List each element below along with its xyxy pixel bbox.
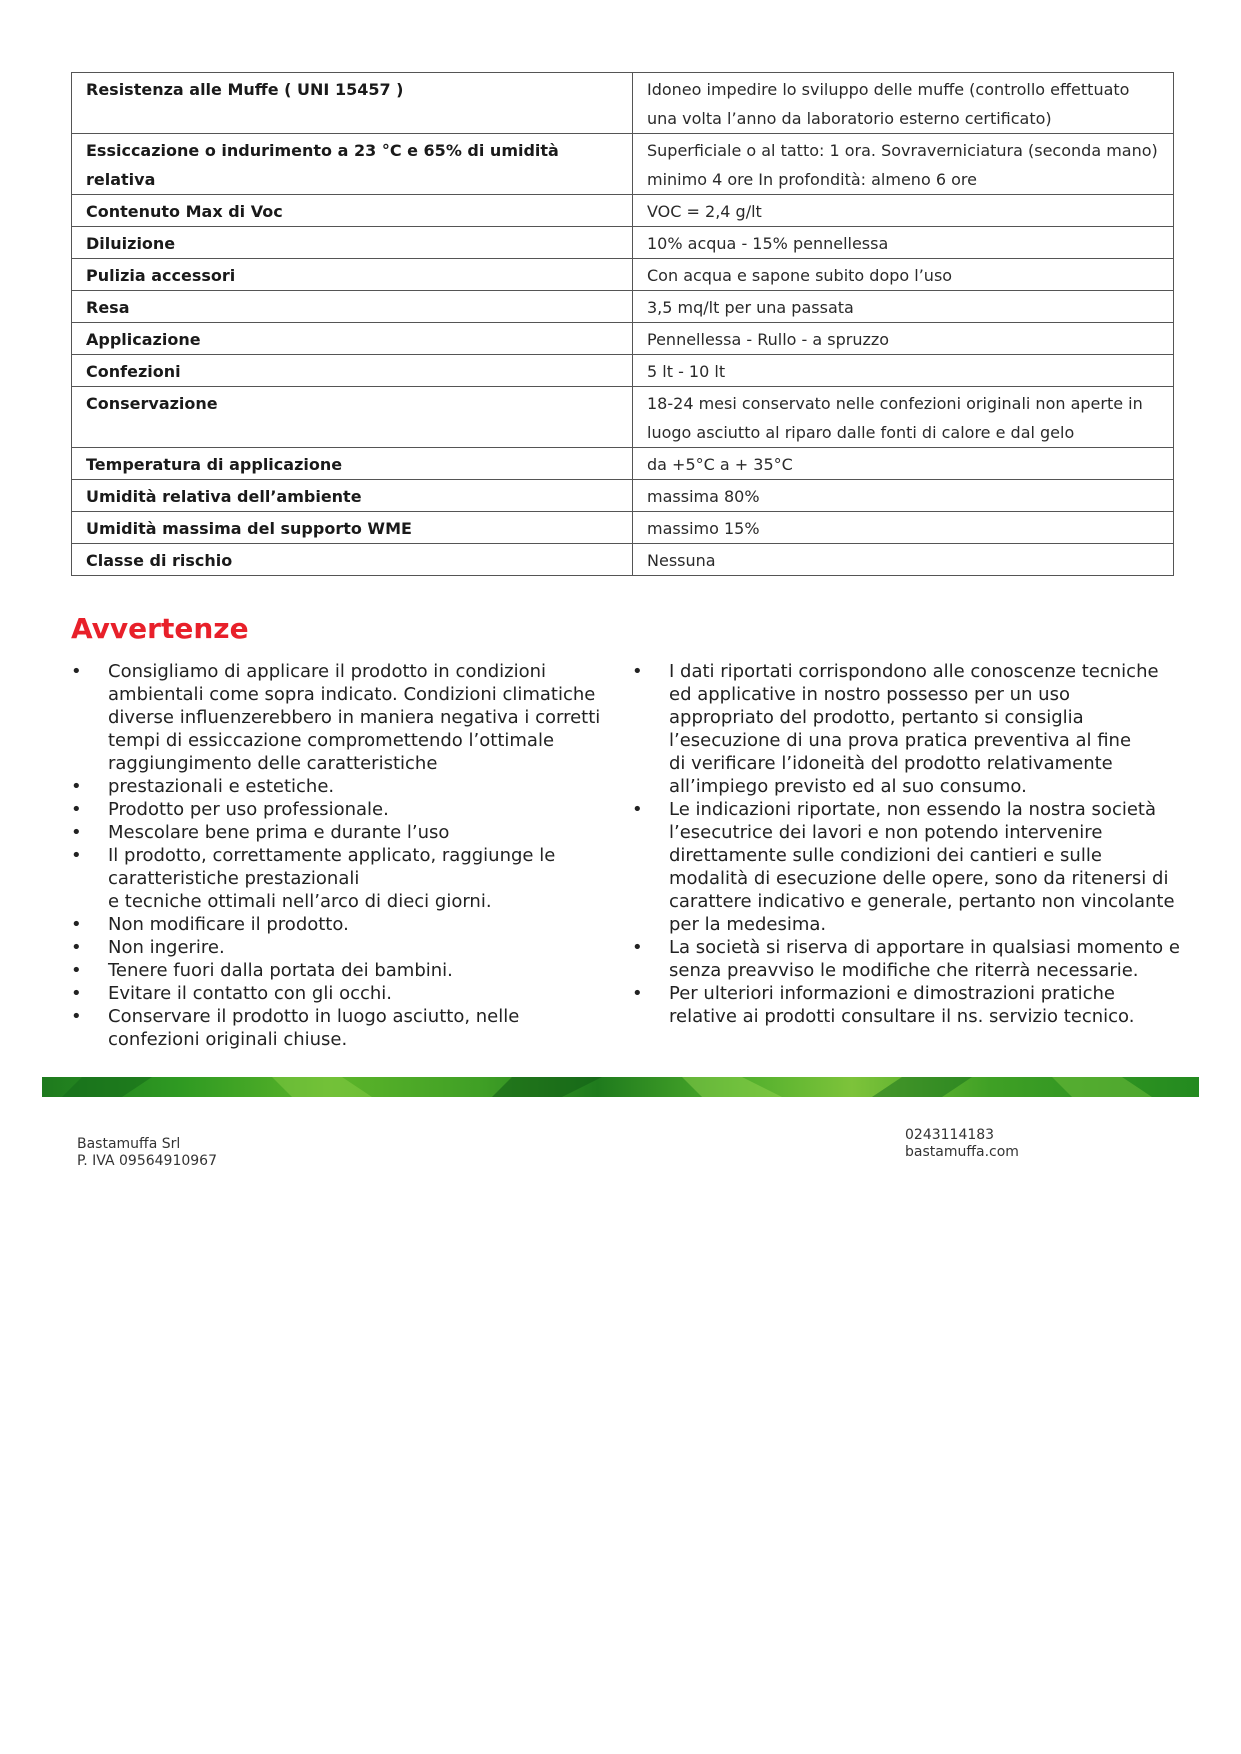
spec-label: Pulizia accessori [72,259,633,291]
spec-value: Idoneo impedire lo sviluppo delle muffe (controllo effettuato una volta l’anno da laboratorio esterno certificato) [633,73,1174,134]
spec-label: Temperatura di applicazione [72,448,633,480]
bullet-icon: • [71,914,82,935]
warning-text: I dati riportati corrispondono alle conoscenze tecniche ed applicative in nostro possesso per un uso appropriato del prodotto, pertanto si consiglia l’esecuzione di una prova pratica preventiva al fine di verificare l’idoneità del prodotto relativamente all’impiego previsto ed al suo consumo. [669,661,1159,797]
spec-row [72,323,1174,355]
warning-text: Mescolare bene prima e durante l’uso [108,822,450,843]
warning-item [632,982,1180,1028]
warning-item [71,982,611,1005]
spec-label: Applicazione [72,323,633,355]
spec-label: Essiccazione o indurimento a 23 °C e 65% di umidità relativa [72,134,633,195]
spec-value: Superficiale o al tatto: 1 ora. Sovraverniciatura (seconda mano) minimo 4 ore In profondità: almeno 6 ore [633,134,1174,195]
warning-text: La società si riserva di apportare in qualsiasi momento e senza preavviso le modifiche che riterrà necessarie. [669,937,1180,981]
spec-row [72,387,1174,448]
warnings-list-left [71,660,611,1051]
bullet-icon: • [632,983,643,1004]
spec-row [72,73,1174,134]
warning-item [71,959,611,982]
warning-text: Evitare il contatto con gli occhi. [108,983,393,1004]
spec-table-body [72,73,1174,576]
spec-label: Umidità relativa dell’ambiente [72,480,633,512]
spec-row [72,195,1174,227]
warning-text: Non ingerire. [108,937,225,958]
footer-phone: 0243114183 [905,1127,995,1143]
spec-table [71,72,1174,576]
spec-row [72,134,1174,195]
bullet-icon: • [71,960,82,981]
spec-value: VOC = 2,4 g/lt [633,195,1174,227]
bullet-icon: • [71,776,82,797]
warning-text: Non modificare il prodotto. [108,914,349,935]
footer-website[interactable]: bastamuffa.com [905,1144,1019,1160]
spec-label: Resistenza alle Muffe ( UNI 15457 ) [72,73,633,134]
warning-text: Il prodotto, correttamente applicato, raggiunge le caratteristiche prestazionali e tecniche ottimali nell’arco di dieci giorni. [108,845,556,912]
bullet-icon: • [71,799,82,820]
bullet-icon: • [71,937,82,958]
warning-item [632,660,1180,798]
spec-label: Resa [72,291,633,323]
warning-item [71,1005,611,1051]
bullet-icon: • [71,845,82,866]
spec-value: da +5°C a + 35°C [633,448,1174,480]
warning-item [71,660,611,775]
warnings-list-right [632,660,1180,1028]
footer-vat-number: P. IVA 09564910967 [77,1153,217,1169]
spec-row [72,448,1174,480]
spec-label: Confezioni [72,355,633,387]
spec-label: Classe di rischio [72,544,633,576]
green-decorative-band [42,1077,1199,1097]
spec-row [72,291,1174,323]
bullet-icon: • [632,661,643,682]
bullet-icon: • [71,1006,82,1027]
spec-row [72,259,1174,291]
warning-text: Prodotto per uso professionale. [108,799,389,820]
band-pattern [42,1077,1199,1097]
spec-row [72,544,1174,576]
spec-row [72,512,1174,544]
spec-label: Umidità massima del supporto WME [72,512,633,544]
warning-item [71,936,611,959]
spec-value: Nessuna [633,544,1174,576]
warning-text: Per ulteriori informazioni e dimostrazioni pratiche relative ai prodotti consultare il ns. servizio tecnico. [669,983,1135,1027]
warning-item [71,821,611,844]
warning-item [71,775,611,798]
spec-row [72,480,1174,512]
bullet-icon: • [71,983,82,1004]
warning-item [632,936,1180,982]
warning-item [71,844,611,913]
bullet-icon: • [632,937,643,958]
spec-row [72,227,1174,259]
warning-text: Tenere fuori dalla portata dei bambini. [108,960,453,981]
warning-text: Conservare il prodotto in luogo asciutto, nelle confezioni originali chiuse. [108,1006,520,1050]
spec-value: Con acqua e sapone subito dopo l’uso [633,259,1174,291]
warning-text: prestazionali e estetiche. [108,776,335,797]
warning-item [632,798,1180,936]
spec-value: massima 80% [633,480,1174,512]
spec-value: 3,5 mq/lt per una passata [633,291,1174,323]
warning-text: Consigliamo di applicare il prodotto in condizioni ambientali come sopra indicato. Condizioni climatiche diverse influenzerebbero in maniera negativa i corretti tempi di essiccazione compromettendo l’ottimale raggiungimento delle caratteristiche [108,661,601,774]
bullet-icon: • [71,822,82,843]
warnings-title: Avvertenze [71,612,249,645]
bullet-icon: • [71,661,82,682]
spec-label: Contenuto Max di Voc [72,195,633,227]
spec-row [72,355,1174,387]
footer-company-name: Bastamuffa Srl [77,1136,181,1152]
spec-value: 18-24 mesi conservato nelle confezioni originali non aperte in luogo asciutto al riparo dalle fonti di calore e dal gelo [633,387,1174,448]
spec-value: massimo 15% [633,512,1174,544]
footer-company-info [77,1136,217,1170]
spec-label: Conservazione [72,387,633,448]
warning-item [71,798,611,821]
warning-text: Le indicazioni riportate, non essendo la nostra società l’esecutrice dei lavori e non potendo intervenire direttamente sulle condizioni dei cantieri e sulle modalità di esecuzione delle opere, sono da ritenersi di carattere indicativo e generale, pertanto non vincolante per la medesima. [669,799,1175,935]
bullet-icon: • [632,799,643,820]
warning-item [71,913,611,936]
spec-value: 5 lt - 10 lt [633,355,1174,387]
spec-value: Pennellessa - Rullo - a spruzzo [633,323,1174,355]
footer-contact-info [905,1127,1019,1161]
spec-value: 10% acqua - 15% pennellessa [633,227,1174,259]
spec-label: Diluizione [72,227,633,259]
